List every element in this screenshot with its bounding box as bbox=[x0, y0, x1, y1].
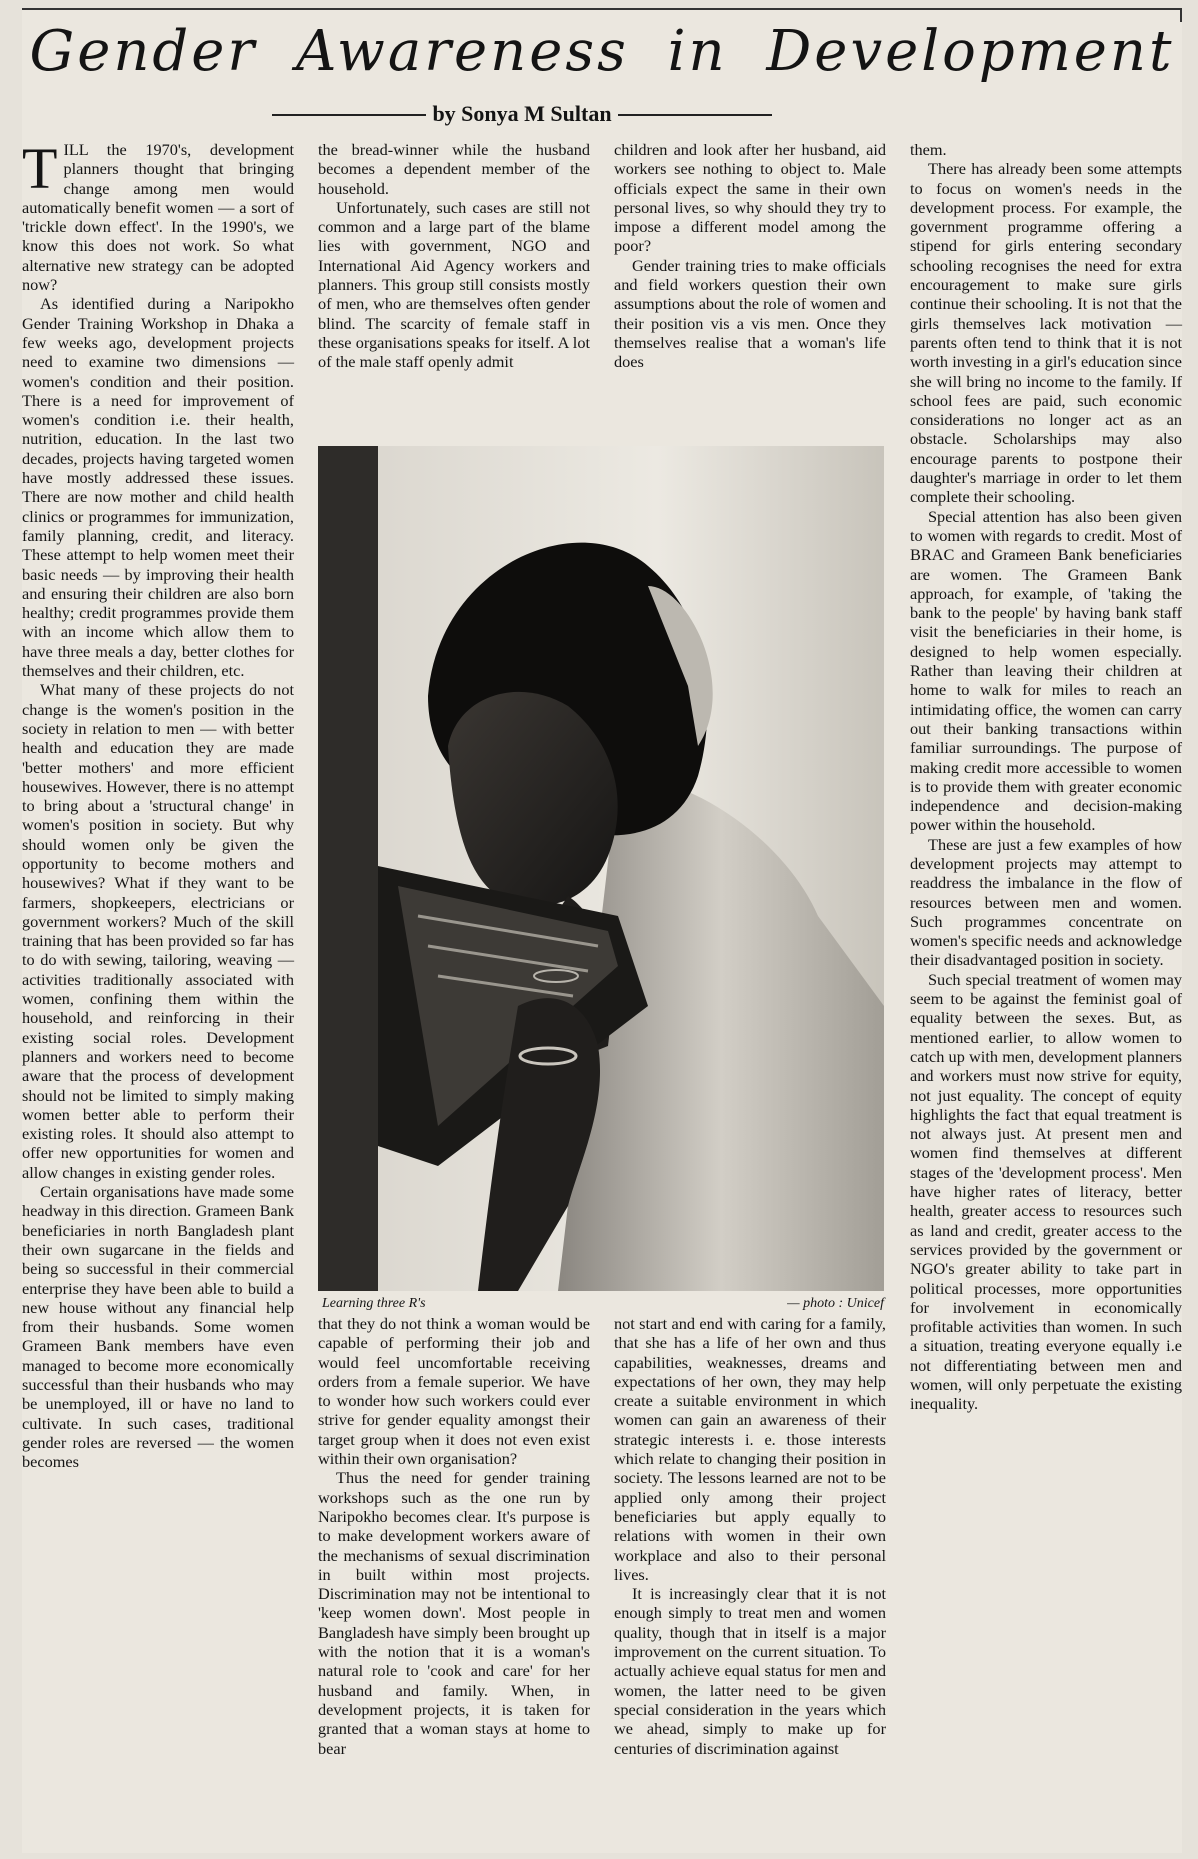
photo-caption-row bbox=[318, 1294, 884, 1314]
column-4 bbox=[910, 140, 1182, 1414]
col2-para-2: Unfortunately, such cases are still not common and a large part of the blame lies with government, NGO and International Aid Agency workers and planners. This group still consists mostly of men, who are themselves often gender blind. The scarcity of female staff in these organisations speaks for itself. A lot of the male staff openly admit bbox=[318, 197, 590, 372]
col4-para-4: These are just a few examples of how development projects may attempt to readdress the imbalance in the flow of resources between men and women. Such programmes concentrate on women's specific needs and acknowledge their disadvantaged position in society. bbox=[910, 834, 1182, 970]
col4-para-1: them. bbox=[910, 140, 947, 159]
col1-para-1 bbox=[22, 136, 294, 295]
col3-para-1: children and look after her husband, aid workers see nothing to object to. Male officials expect the same in their own personal lives, so why should they try to impose a different model among the poor? bbox=[614, 140, 886, 256]
photo-girl-writing bbox=[318, 446, 884, 1291]
column-2-top bbox=[318, 140, 590, 442]
photo-illustration bbox=[318, 446, 884, 1291]
byline-row bbox=[272, 100, 772, 128]
photo-caption: Learning three R's bbox=[322, 1296, 426, 1311]
column-2-bottom bbox=[318, 1314, 590, 1758]
col4-para-3: Special attention has also been given to women with regards to credit. Most of BRAC and Grameen Bank beneficiaries are women. The Grameen Bank approach, for example, of 'taking the bank to the people' by having bank staff visit the beneficiaries in their home, is designed to help women especially. Rather than leaving their children at home to walk for miles to reach an intimidating office, the women can carry out their banking transactions within familiar surroundings. The purpose of making credit more accessible to women is to provide them with greater economic independence and decision-making power within the household. bbox=[910, 506, 1182, 835]
drop-cap: T bbox=[22, 136, 58, 201]
col1-para-1-text: ILL the 1970's, development planners thought that bringing change among men would automatically benefit women — a sort of 'trickle down effect'. In the 1990's, we know this does not work. So what alternative new strategy can be adopted now? bbox=[22, 140, 294, 295]
col3-para-4: It is increasingly clear that it is not enough simply to treat men and women quality, though that in itself is a major improvement on the current situation. To actually achieve equal status for men and women, the latter need to be given special consideration in the years which we ahead, simply to make up for centuries of discrimination against bbox=[614, 1584, 886, 1758]
col1-para-3: What many of these projects do not change is the women's position in the society in relation to men — with better health and education they are made 'better mothers' and more efficient housewives. However, there is no attempt to bring about a 'structural change' in women's position in society. But why should women only be given the opportunity to become mothers and housewives? What if they want to be farmers, shopkeepers, electricians or government workers? Much of the skill training that has been provided so far has to do with sewing, tailoring, weaving — activities traditionally associated with women, confining them within the household, and reinforcing in their existing social roles. Development planners and workers need to become aware that the process of development should not be limited to simply making women better able to perform their existing roles. It should also attempt to offer new opportunities for women and allow changes in existing gender roles. bbox=[22, 680, 294, 1182]
col4-para-2: There has already been some attempts to focus on women's needs in the development process. For example, the government programme offering a stipend for girls entering secondary schooling recognises the need for extra encouragement to make sure girls continue their schooling. It is not that the girls themselves lack motivation — parents often tend to think that it is not worth investing in a girl's education since she will bring no income to the family. If school fees are paid, such economic considerations no longer act as an obstacle. Scholarships may also encourage parents to postpone their daughter's marriage in order to let them complete their schooling. bbox=[910, 159, 1182, 507]
column-3-top-text bbox=[614, 140, 886, 442]
headline: Gender Awareness in Development bbox=[29, 19, 1175, 84]
byline: by Sonya M Sultan bbox=[426, 101, 617, 126]
col4-para-5: Such special treatment of women may seem to be against the feminist goal of equality between the sexes. But, as mentioned earlier, to allow women to catch up with men, development planners and workers must now strive for equity, not just equality. The concept of equity highlights the fact that equal treatment is not always just. At present men and women find themselves at different stages of the 'development process'. Men have higher rates of literacy, better health, greater access to resources such as land and credit, greater access to the services provided by the government or NGO's greater ability to take part in political processes, more opportunities for involvement in economically profitable activities than women. In such a situation, treating everyone equally i.e not differentiating between men and women, will only perpetuate the existing inequality. bbox=[910, 969, 1182, 1414]
col2-para-4: Thus the need for gender training workshops such as the one run by Naripokho becomes clear. It's purpose is to make development workers aware of the mechanisms of sexual discrimination in built within most projects. Discrimination may not be intentional to 'keep women down'. Most people in Bangladesh have simply been brought up with the notion that it is a woman's natural role to 'cook and care' for her husband and family. When, in development projects, it is taken for granted that a woman stays at home to bear bbox=[318, 1468, 590, 1758]
newspaper-clipping bbox=[22, 8, 1182, 1853]
column-3-bottom bbox=[614, 1314, 886, 1758]
photo-credit: — photo : Unicef bbox=[787, 1296, 884, 1311]
column-2-top-text bbox=[318, 140, 590, 442]
col3-para-3: not start and end with caring for a family, that she has a life of her own and thus capabilities, weaknesses, dreams and expectations of her own, they may help create a suitable environment in which women can gain an awareness of their strategic interests i. e. those interests which relate to changing their position in society. The lessons learned are not to be applied only among their project beneficiaries but apply equally to relations with women in their own workplace and also to their personal lives. bbox=[614, 1314, 886, 1584]
column-1 bbox=[22, 136, 294, 1472]
top-rule bbox=[22, 8, 1182, 10]
col3-para-2: Gender training tries to make officials and field workers question their own assumptions about the role of women and their position vis a vis men. Once they themselves realise that a woman's life does bbox=[614, 255, 886, 372]
byline-wrap bbox=[272, 100, 772, 128]
col1-para-2: As identified during a Naripokho Gender Training Workshop in Dhaka a few weeks ago, development projects need to examine two dimensions — women's condition and their position. There is a need for improvement of women's condition i.e. their health, nutrition, education. In the last two decades, projects having targeted women have mostly addressed these issues. There are now mother and child health clinics or programmes for immunization, family planning, credit, and literacy. These attempt to help women meet their basic needs — by improving their health and ensuring their children are also born healthy; credit programmes provide them with an income which allow them to have three meals a day, better clothes for themselves and their children, etc. bbox=[22, 294, 294, 681]
column-3-top bbox=[614, 140, 886, 442]
col2-para-1: the bread-winner while the husband becomes a dependent member of the household. bbox=[318, 140, 590, 198]
col2-para-3: that they do not think a woman would be capable of performing their job and would feel uncomfortable receiving orders from a female superior. We have to wonder how such workers could ever strive for gender equality amongst their target group when it does not even exist within their own organisation? bbox=[318, 1314, 590, 1469]
col1-para-4: Certain organisations have made some headway in this direction. Grameen Bank beneficiaries in north Bangladesh plant their own sugarcane in the fields and being so successful in their commercial enterprise they have been able to build a new house without any financial help from their husbands. Some women Grameen Bank members have even managed to become more economically successful than their husbands who may be unemployed, ill or have no land to cultivate. In such cases, traditional gender roles are reversed — the women becomes bbox=[22, 1182, 294, 1472]
